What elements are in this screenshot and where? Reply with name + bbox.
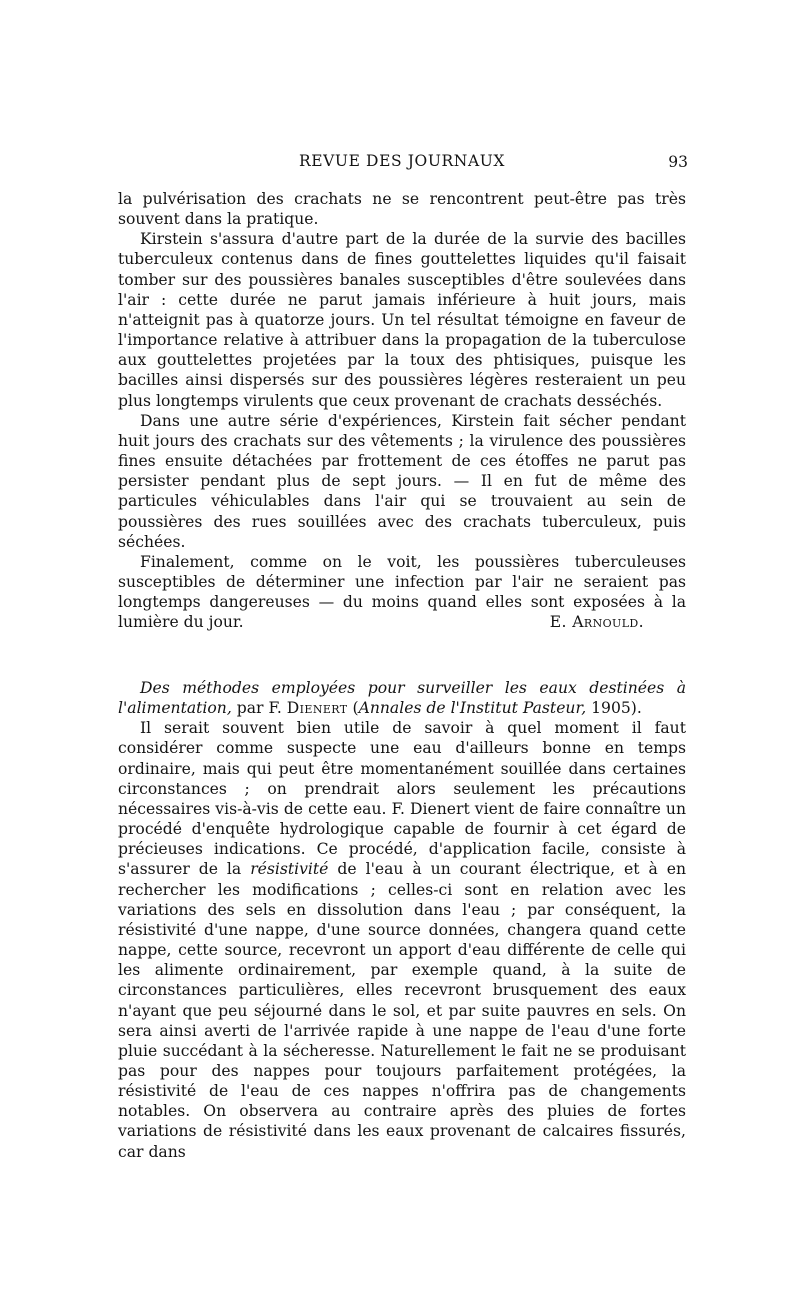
- signature-initial: E.: [549, 613, 567, 632]
- review-title: Des méthodes employées pour surveiller les eaux destinées à l'alimentation,: [118, 679, 686, 718]
- page-number: 93: [668, 153, 688, 171]
- paragraph-final: [118, 552, 686, 633]
- final-paragraph-text: Finalement, comme on le voit, les poussières tuberculeuses susceptibles de déterminer une infection par l'air ne seraient pas longtemps dangereuses — du moins quand elles sont exposées à la lumière du jour.: [118, 552, 686, 632]
- signature-name: Arnould.: [572, 613, 644, 632]
- paragraph: la pulvérisation des crachats ne se rencontrent peut-être pas très souvent dans la pratique.: [118, 190, 686, 229]
- citation-close: 1905).: [586, 699, 642, 718]
- citation-open: (: [347, 699, 359, 718]
- review-body: [118, 718, 686, 1161]
- paragraph: Dans une autre série d'expériences, Kirstein fait sécher pendant huit jours des crachats sur des vêtements ; la virulence des poussières fines ensuite détachées par frottement de ces étoffes ne parut pas persister pendant plus de sept jours. — Il en fut de même des particules véhiculables dans l'air qui se trouvaient au sein de poussières des rues souillées avec des crachats tuberculeux, puis séchées.: [118, 411, 686, 551]
- review-article: [118, 678, 686, 1162]
- paragraph: Kirstein s'assura d'autre part de la durée de la survie des bacilles tuberculeux contenus dans de fines gouttelettes liquides qu'il faisait tomber sur des poussières banales susceptibles d'être soulevées dans l'air : cette durée ne parut jamais inférieure à huit jours, mais n'atteignit pas à quatorze jours. Un tel résultat témoigne en faveur de l'importance relative à attribuer dans la propagation de la tuberculose aux gouttelettes projetées par la toux des phtisiques, puisque les bacilles ainsi dispersés sur des poussières légères resteraient un peu plus longtemps virulents que ceux provenant de crachats desséchés.: [118, 230, 686, 410]
- citation-journal: Annales de l'Institut Pasteur,: [358, 699, 587, 718]
- author-signature: [528, 612, 644, 632]
- review-body-text-2: de l'eau à un courant électrique, et à en rechercher les modifications ; celles-ci sont en relation avec les variations des sels en dissolution dans l'eau ; par conséquent, la résistivité d'une nappe, d'une source données, changera quand cette nappe, cette source, recevront un apport d'eau différente de celle qui les alimente ordinairement, par exemple quand, à la suite de circonstances particulières, elles recevront brusquement des eaux n'ayant que peu séjourné dans le sol, et par suite pauvres en sels. On sera ainsi averti de l'arrivée rapide à une nappe de l'eau d'une forte pluie succédant à la sécheresse. Naturellement le fait ne se produisant pas pour des nappes pour toujours parfaitement protégées, la résistivité de l'eau de ces nappes n'offrira pas de changements notables. On observera au contraire après des pluies de fortes variations de résistivité dans les eaux provenant de calcaires fissurés, car dans: [118, 860, 686, 1161]
- review-body-text-1: Il serait souvent bien utile de savoir à quel moment il faut considérer comme suspecte une eau d'ailleurs bonne en temps ordinaire, mais qui peut être momentanément souillée dans certaines circonstances ; on prendrait alors seulement les précautions nécessaires vis-à-vis de cette eau. F. Dienert vient de faire connaître un procédé d'enquête hydrologique capable de fournir à cet égard de précieuses indications. Ce procédé, d'application facile, consiste à s'assurer de la: [118, 719, 686, 879]
- running-head: [116, 152, 688, 176]
- review-author: Dienert: [286, 699, 348, 718]
- running-head-title: REVUE DES JOURNAUX: [298, 152, 506, 170]
- review-heading: [118, 678, 686, 718]
- italic-term: résistivité: [250, 860, 329, 879]
- author-prefix: par F.: [231, 699, 287, 718]
- article-continuation: [118, 189, 686, 632]
